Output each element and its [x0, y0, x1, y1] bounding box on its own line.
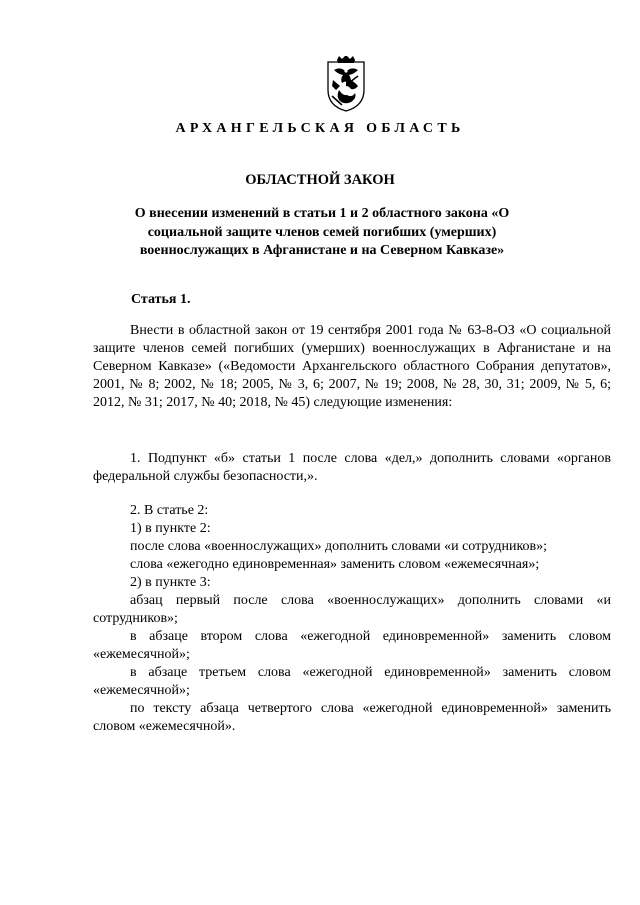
- subitem-2-paragraph-1: абзац первый после слова «военнослужащих» дополнить словами «и сотрудников»;: [93, 593, 611, 626]
- law-title: О внесении изменений в статьи 1 и 2 областного закона «О социальной защите членов семей погибших (умерших) военнослужащих в Афганистане и на Северном Кавказе»: [134, 206, 510, 258]
- subitem-2-paragraph-2: в абзаце втором слова «ежегодной единовременной» заменить словом «ежемесячной»;: [93, 629, 611, 662]
- article-intro-paragraph: Внести в областной закон от 19 сентября 2001 года № 63-8-ОЗ «О социальной защите членов семей погибших (умерших) военнослужащих в Афганистане и на Северном Кавказе» («Ведомости Архангельского областного Собрания депутатов», 2001, № 8; 2002, № 18; 2005, № 3, 6; 2007, № 19; 2008, № 28, 30, 31; 2009, № 5, 6; 2012, № 31; 2017, № 40; 2018, № 45) следующие изменения:: [93, 323, 611, 410]
- subitem-2-paragraph-4: по тексту абзаца четвертого слова «ежегодной единовременной» заменить словом «ежемесячной».: [93, 701, 611, 734]
- amendment-item-1: 1. Подпункт «б» статьи 1 после слова «дел,» дополнить словами «органов федеральной службы безопасности,».: [93, 451, 611, 484]
- amendment-item-2-heading: 2. В статье 2:: [130, 503, 209, 518]
- subitem-1-change-1: после слова «военнослужащих» дополнить словами «и сотрудников»;: [130, 539, 548, 554]
- region-name: АРХАНГЕЛЬСКАЯ ОБЛАСТЬ: [175, 121, 465, 136]
- subitem-1-heading: 1) в пункте 2:: [130, 521, 211, 536]
- subitem-1-change-2: слова «ежегодно единовременная» заменить словом «ежемесячная»;: [130, 557, 540, 572]
- subitem-2-paragraph-3: в абзаце третьем слова «ежегодной единовременной» заменить словом «ежемесячной»;: [93, 665, 611, 698]
- article-heading: Статья 1.: [131, 292, 191, 307]
- subitem-2-heading: 2) в пункте 3:: [130, 575, 211, 590]
- arkhangelsk-coat-of-arms-icon: [325, 56, 367, 112]
- law-type: ОБЛАСТНОЙ ЗАКОН: [245, 172, 395, 188]
